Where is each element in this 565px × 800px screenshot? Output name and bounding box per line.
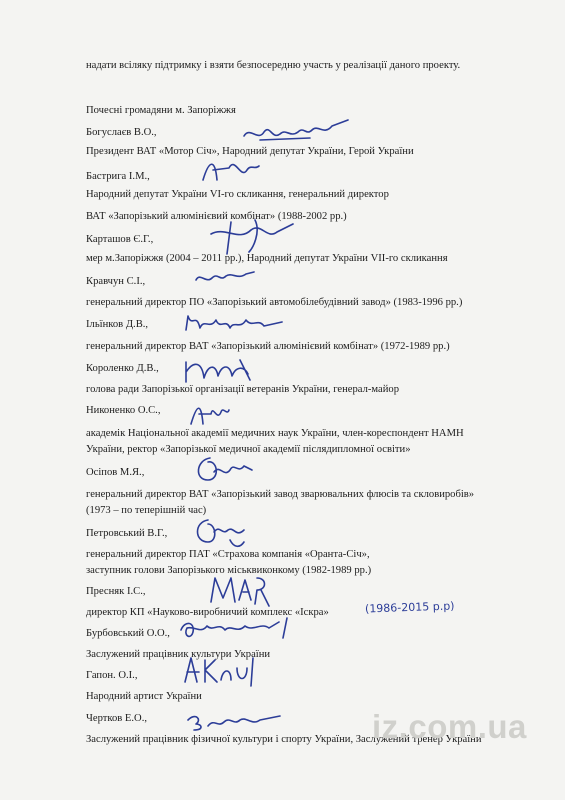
signatory-details: Народний артист України [86,691,202,702]
signature-image [180,308,290,338]
signatory-name: Бурбовський О.О., [86,628,170,639]
signatory-details: Заслужений працівник культури України [86,649,271,660]
signatory-details: генеральний директор ВАТ «Запорізький завод зварювальних флюсів та скловиробів» [86,489,475,500]
handwritten-note: (1986-2015 р.р) [364,599,455,616]
signature-image [190,450,260,490]
signature-image [175,612,315,642]
heading: Почесні громадяни м. Запоріжжя [86,105,236,116]
signatory-details: Народний депутат України VI-го скликання, генеральний директор [86,189,389,200]
signatory-name: Чертков Е.О., [86,713,147,724]
watermark: iz.com.ua [372,708,527,745]
signatory-details: (1973 – по теперішній час) [86,505,207,516]
signatory-name: Карташов Є.Г., [86,234,154,245]
signatory-details: генеральний директор ВАТ «Запорізький алюмінієвий комбінат» (1972-1989 рр.) [86,341,450,352]
signature-image [205,570,285,615]
signature-image [240,112,360,152]
signatory-name: Бастрига І.М., [86,171,150,182]
signatory-name: Кравчун С.І., [86,276,146,287]
signatory-name: Никоненко О.С., [86,405,161,416]
signature-image [175,650,265,690]
signatory-details: директор КП «Науково-виробничий комплекс «Іскра» [86,607,329,618]
signatory-name: Осіпов М.Я., [86,467,145,478]
signatory-details: мер м.Запоріжжя (2004 – 2011 рр.), Народний депутат України VII-го скликання [86,253,448,264]
signature-image [190,262,260,292]
signatory-name: Богуслаєв В.О., [86,127,157,138]
signatory-details: академік Національної академії медичних наук України, член-кореспондент НАМН [86,428,464,439]
signatory-details: України, ректор «Запорізької медичної академії післядипломної освіти» [86,444,411,455]
signature-image [205,212,300,257]
intro-line: надати всіляку підтримку і взяти безпосередню участь у реалізації даного проекту. [86,60,461,71]
signatory-details: ВАТ «Запорізький алюмінієвий комбінат» (1988-2002 рр.) [86,211,347,222]
signatory-details: генеральний директор ПАТ «Страхова компанія «Оранта-Січ», [86,549,370,560]
signature-image [195,150,265,190]
signatory-details: голова ради Запорізької організації ветеранів України, генерал-майор [86,384,399,395]
signatory-details: Заслужений працівник фізичної культури і спорту України, Заслужений тренер України [86,734,482,745]
signatory-name: Ільїнков Д.В., [86,319,149,330]
signatory-name: Гапон. О.І., [86,670,138,681]
signature-image [180,706,290,736]
signatory-details: заступник голови Запорізького міськвиконкому (1982-1989 рр.) [86,565,372,576]
signature-image [190,512,260,552]
signatory-details: Президент ВАТ «Мотор Січ», Народний депутат України, Герой України [86,146,414,157]
signatory-details: генеральний директор ПО «Запорізький автомобілебудівний завод» (1983-1996 рр.) [86,297,463,308]
signatory-name: Пресняк І.С., [86,586,146,597]
signature-image [185,396,235,431]
signatory-name: Короленко Д.В., [86,363,159,374]
signatory-name: Петровський В.Г., [86,528,168,539]
signature-image [180,352,255,387]
